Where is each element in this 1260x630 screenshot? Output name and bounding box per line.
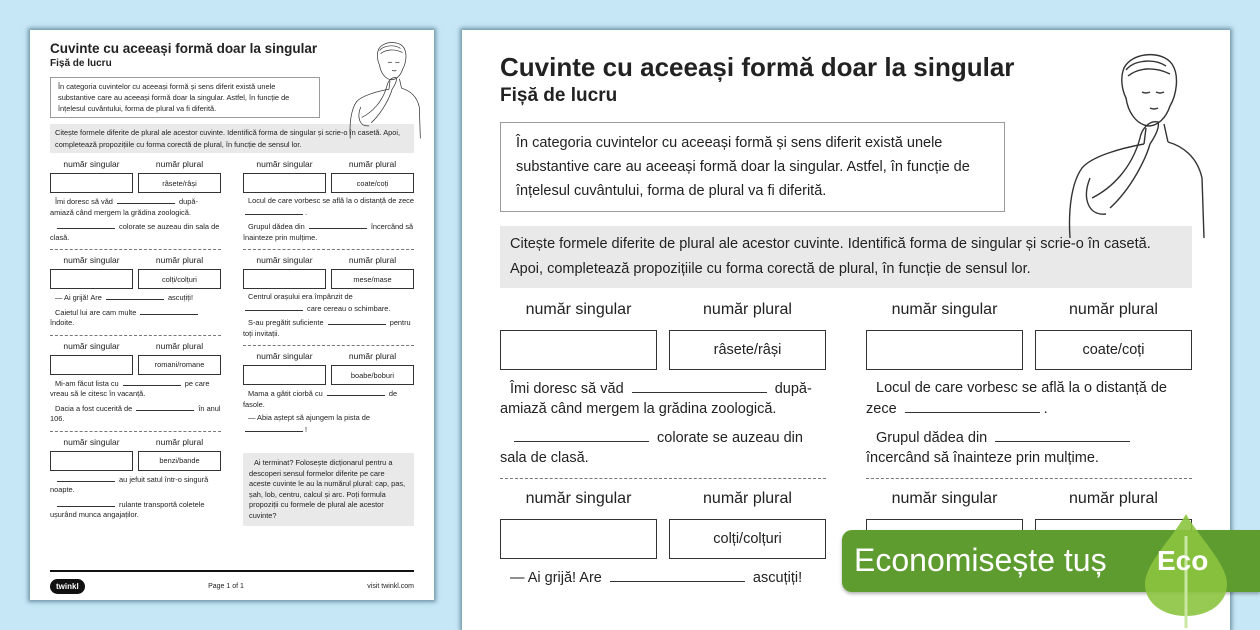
plural-label: număr plural: [703, 490, 792, 507]
sentence: — Ai grijă! Are ascuțiți!: [500, 567, 826, 588]
sentence: Mi-am făcut lista cu pe care vreau să le citesc în vacanță.: [50, 378, 210, 398]
singular-input-box[interactable]: [500, 330, 657, 370]
sentence: colorate se auzeau din sala de clasă.: [50, 222, 220, 242]
singular-label: număr singular: [63, 255, 120, 265]
worksheet-page: [30, 30, 434, 600]
singular-input-box[interactable]: [50, 269, 133, 289]
sentence: Îmi doresc să văd după-amiază când mergem la grădina zoologică.: [500, 378, 826, 419]
sentence: Caietul lui are cam multe îndoite.: [50, 307, 221, 329]
dashed-divider: [50, 335, 221, 336]
plural-box: mese/mase: [331, 269, 414, 289]
left-column: [50, 159, 221, 526]
instruction-box: Citește formele diferite de plural ale acestor cuvinte. Identifică forma de singular și scrie-o în casetă. Apoi, completează propozițiile cu forma corectă de plural, în funcție de sensul lor.: [500, 226, 1192, 288]
plural-box: benzi/bande: [138, 451, 221, 471]
sentence: Îmi doresc să văd după-amiază când mergem la grădina zoologică.: [50, 197, 198, 217]
plural-label: număr plural: [1069, 301, 1158, 318]
plural-label: număr plural: [348, 255, 397, 265]
sentence: Centrul orașului era împânzit de care cereau o schimbare.: [243, 292, 414, 314]
worksheet-page: [462, 30, 1230, 588]
word-block: [50, 159, 221, 250]
plural-label: număr plural: [348, 351, 397, 361]
sentence: Mama a gătit ciorbă cu de fasole.: [243, 389, 398, 409]
eco-tag: Eco: [1157, 545, 1209, 576]
answer-blank[interactable]: [140, 307, 198, 315]
word-block: [243, 255, 414, 346]
twinkl-logo: twinkl: [50, 579, 85, 594]
dashed-divider: [866, 478, 1192, 479]
instruction-box: Citește formele diferite de plural ale acestor cuvinte. Identifică forma de singular și scrie-o în casetă. Apoi, completează propozițiile cu forma corectă de plural, în funcție de sensul lor.: [50, 124, 414, 153]
worksheet-thumbnail[interactable]: [30, 30, 434, 600]
plural-box: coate/coți: [331, 173, 414, 193]
sentence: au jefuit satul într-o singură noapte.: [50, 474, 209, 494]
plural-label: număr plural: [348, 159, 397, 169]
answer-blank[interactable]: [57, 474, 115, 482]
plural-box: colți/colțuri: [138, 269, 221, 289]
singular-label: număr singular: [256, 351, 313, 361]
worksheet-subtitle: Fișă de lucru: [50, 58, 112, 69]
word-block: [866, 298, 1192, 479]
plural-box: boabe/boburi: [331, 365, 414, 385]
thinking-boy-illustration: [346, 39, 422, 141]
sentence: Dacia a fost cucerită de în anul 106.: [50, 403, 221, 423]
answer-blank[interactable]: [245, 207, 303, 215]
answer-blank[interactable]: [245, 303, 303, 311]
answer-blank[interactable]: [328, 317, 386, 325]
answer-blank[interactable]: [610, 567, 745, 582]
singular-label: număr singular: [525, 490, 632, 507]
singular-label: număr singular: [525, 301, 632, 318]
answer-blank[interactable]: [327, 388, 385, 396]
worksheet-subtitle: Fișă de lucru: [500, 85, 618, 106]
sentence: Locul de care vorbesc se află la o distanță de zece .: [243, 196, 414, 218]
worksheet-footer: [50, 570, 414, 600]
sentence: S-au pregătit suficiente pentru toți invitații.: [243, 318, 411, 338]
plural-label: număr plural: [1069, 490, 1158, 507]
answer-blank[interactable]: [136, 403, 194, 411]
answer-blank[interactable]: [57, 221, 115, 229]
plural-label: număr plural: [703, 301, 792, 318]
left-column: [500, 298, 826, 588]
plural-label: număr plural: [155, 159, 204, 169]
singular-label: număr singular: [63, 436, 120, 447]
answer-blank[interactable]: [632, 378, 767, 393]
answer-blank[interactable]: [123, 378, 181, 386]
plural-box: coate/coți: [1035, 330, 1192, 370]
worksheet-title: Cuvinte cu aceeași formă doar la singular: [500, 52, 1015, 82]
sentence: — Ai grijă! Are ascuțiți!: [55, 293, 193, 302]
answer-blank[interactable]: [309, 221, 367, 229]
dashed-divider: [243, 345, 414, 346]
sentence: Grupul dădea din încercând să înainteze prin mulțime.: [243, 222, 414, 242]
word-block: [50, 437, 221, 521]
singular-input-box[interactable]: [50, 451, 133, 471]
page-number: Page 1 of 1: [208, 582, 244, 590]
answer-blank[interactable]: [245, 424, 303, 432]
plural-label: număr plural: [155, 340, 204, 351]
plural-box: romani/romane: [138, 355, 221, 375]
right-column: [243, 159, 414, 526]
word-block: [50, 255, 221, 336]
singular-input-box[interactable]: [500, 519, 657, 559]
answer-blank[interactable]: [995, 427, 1130, 442]
plural-label: număr plural: [155, 255, 204, 265]
extension-task-box: Ai terminat? Folosește dicționarul pentru a descoperi sensul formelor diferite pe care aceste cuvinte le au la numărul plural: cap, pas, șah, lob, centru, calcul și arc. Poți formula propoziții cu formele de plural ale acestor cuvinte?: [243, 453, 414, 526]
intro-box: În categoria cuvintelor cu aceeași formă și sens diferit există unele substantive care au aceeași formă doar la singular. Astfel, în funcție de înțelesul cuvântului, forma de plural va fi diferită.: [500, 122, 1005, 212]
word-block: [50, 341, 221, 432]
singular-label: număr singular: [256, 255, 313, 265]
answer-blank[interactable]: [514, 427, 649, 442]
dashed-divider: [243, 249, 414, 250]
sentence: colorate se auzeau din sala de clasă.: [500, 427, 826, 468]
dashed-divider: [50, 249, 221, 250]
singular-label: număr singular: [256, 159, 313, 169]
word-block: [243, 159, 414, 250]
dashed-divider: [500, 478, 826, 479]
dashed-divider: [50, 431, 221, 432]
sentence: Grupul dădea din încercând să înainteze prin mulțime.: [866, 427, 1192, 468]
plural-box: râsete/râși: [138, 173, 221, 193]
sentence: rulante transportă coletele ușurând munca angajaților.: [50, 499, 205, 519]
answer-blank[interactable]: [117, 196, 175, 204]
singular-label: număr singular: [891, 301, 998, 318]
sentence: — Abia aștept să ajungem la pista de !: [243, 413, 414, 435]
singular-input-box[interactable]: [50, 173, 133, 193]
answer-blank[interactable]: [106, 292, 164, 300]
singular-input-box[interactable]: [243, 269, 326, 289]
singular-input-box[interactable]: [243, 365, 326, 385]
plural-box: colți/colțuri: [669, 519, 826, 559]
answer-blank[interactable]: [905, 398, 1040, 413]
sentence: Locul de care vorbesc se află la o distanță de zece .: [866, 380, 1167, 417]
singular-input-box[interactable]: [866, 330, 1023, 370]
singular-label: număr singular: [63, 340, 120, 351]
eco-badge-label[interactable]: Economisește tuș: [854, 542, 1107, 578]
worksheet-title: Cuvinte cu aceeași formă doar la singular: [50, 41, 318, 56]
site-link: visit twinkl.com: [367, 582, 414, 590]
singular-label: număr singular: [891, 490, 998, 507]
plural-label: număr plural: [155, 436, 204, 447]
plural-box: râsete/râși: [669, 330, 826, 370]
word-block: [500, 487, 826, 588]
thinking-boy-illustration: [1062, 48, 1207, 243]
singular-input-box[interactable]: [243, 173, 326, 193]
singular-input-box[interactable]: [50, 355, 133, 375]
word-block: [243, 351, 414, 435]
word-block: [500, 298, 826, 479]
singular-label: număr singular: [63, 159, 120, 169]
answer-blank[interactable]: [57, 499, 115, 507]
intro-box: În categoria cuvintelor cu aceeași formă și sens diferit există unele substantive care au aceeași formă doar la singular. Astfel, în funcție de înțelesul cuvântului, forma de plural va fi diferită.: [50, 77, 320, 118]
